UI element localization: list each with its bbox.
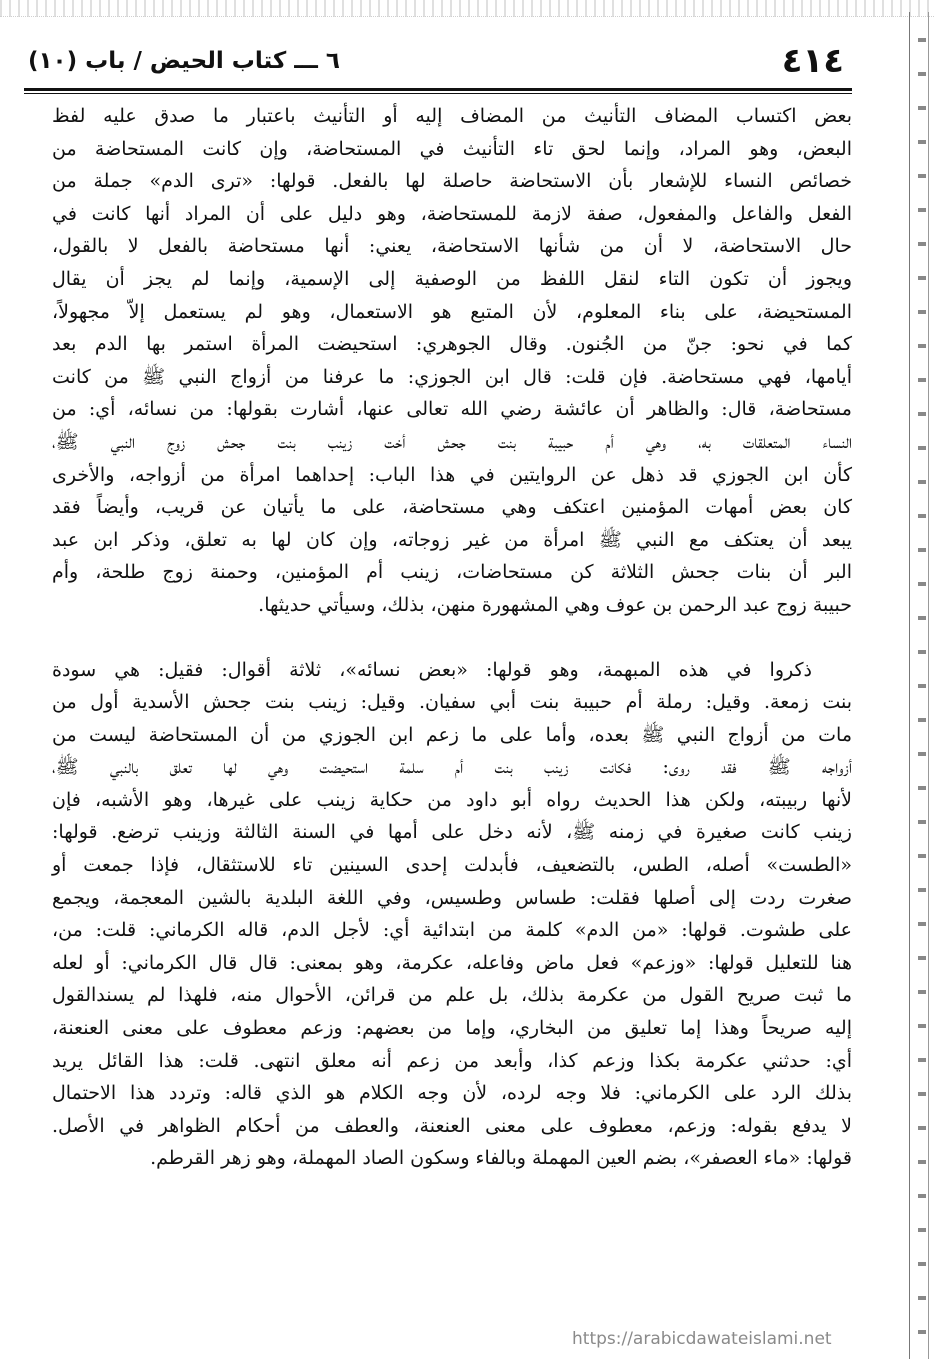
text-line: المستحيضة، على بناء المعلوم، لأن المتبع هو الاستعمال، وهو لم يستعمل إلاّ مجهولاً، [52,300,852,323]
text-line: أي: حدثني عكرمة بكذا وزعم كذا، وأبعد من زعم أنه معلق انتهى. قلت: هذا القائل يريد [52,1049,852,1072]
text-line: بنت زمعة. وقيل: رملة أم حبيبة بنت أبي سفيان. وقيل: زينب بنت جحش الأسدية أول من [52,691,852,714]
text-line: على طشوت. قولها: «من الدم» كلمة من ابتدائية أي: لأجل الدم، قاله الكرماني: قلت: من، [52,919,852,942]
text-line: كما في نحو: جنّ من الجُنون. وقال الجوهري: استحيضت المرأة استمر بها الدم بعد [52,333,852,356]
text-line: ذكروا في هذه المبهمة، وهو قولها: «بعض نسائه»، ثلاثة أقوال: فقيل: هي سودة [52,658,812,681]
text-line: يبعد أن يعتكف مع النبي ﷺ امرأة من غير زوجاته، وإن كان لها به تعلق، وذكر ابن عبد [52,528,852,551]
text-line: حبيبة زوج عبد الرحمن بن عوف وهي المشهورة منهن، بذلك، وسيأتي حديثها. [258,593,852,616]
text-line: البر أن بنات جحش الثلاثة كن مستحاضات، زينب أم المؤمنين، وحمنة زوج طلحة، وأم [52,561,852,584]
text-line: لا يدفع بقوله: وزعم، معطوف على معنى العنعنة، والعطف من أحكام الظواهر في الأصل. [52,1114,852,1137]
text-line: لأنها ربيبته، ولكن هذا الحديث رواه أبو داود من حكاية زينب على غيرها، وهو الأشبه، فإن [52,788,852,811]
paragraph-2 [52,654,852,1176]
side-border-ornament [909,12,934,1359]
text-line: ما ثبت صريح القول من عكرمة بذلك، بل علم من قرائن، الأحوال منه، فلهذا لم يسندالقول [52,984,852,1007]
text-line: قولها: «ماء العصفر»، بضم العين المهملة وبالفاء وسكون الصاد المهملة، وهو زهر القرطم. [150,1147,852,1170]
text-line: الفعل والفاعل والمفعول، صفة لازمة للمستحاضة، وهو دليل على أن المراد أنها كانت في [52,202,852,225]
text-line: البعض، وهو المراد، وإنما لحق تاء التأنيث في المستحاضة، وإن كانت المستحاضة من [52,137,852,160]
source-watermark: https://arabicdawateislami.net [568,1329,836,1349]
chapter-title: ٦ ـــ كتاب الحيض / باب (١٠) [28,48,340,74]
text-line: صغرت ردت إلى أصلها فقلت: طساس وطسيس، وفي اللغة البلدية بالشين المعجمة، ويجمع [52,886,852,909]
text-line: هنا للتعليل قولها: «وزعم» فعل ماض وفاعله، عكرمة، وهو بمعنى: قال قال الكرماني: أو لعله [52,951,852,974]
text-line: مستحاضة، قال: والظاهر أن عائشة رضي الله تعالى عنها، أشارت بقولها: من نسائه، أي: من [52,398,852,421]
text-line: ويجوز أن تكون التاء لنقل اللفظ من الوصفية إلى الإسمية، وإنما لم يجز أن يقال [52,267,852,290]
text-line: حال الاستحاضة، لا أن من شأنها الاستحاضة، يعني: أنها مستحاضة بالفعل لا بالقول، [52,235,852,258]
text-line: إليه صريحاً وهذا إما تعليق من البخاري، وإما من بعضهم: وزعم معطوف على معنى العنعنة، [52,1017,852,1040]
text-line: أزواجه ﷺ فقد روى: فكانت زينب بنت أم سلمة استحيضت وهي لها تعلق بالنبي ﷺ، [52,756,852,779]
text-line: «الطست» أصله، الطس، بالتضعيف، فأبدلت إحدى السينين تاء للاستثقال، فإذا جمعت أو [52,854,852,877]
text-line: زينب كانت صغيرة في زمنه ﷺ، لأنه دخل على أمها في السنة الثالثة وزينب ترضع. قولها: [52,821,852,844]
text-line: كأن ابن الجوزي قد ذهل عن الروايتين في هذا الباب: إحداهما امرأة من أزواجه، والأخرى [52,463,852,486]
text-line: بعض اكتساب المضاف التأنيث من المضاف إليه أو التأنيث باعتبار ما صدق عليه لفظ [52,105,852,127]
page-number: ٤١٤ [781,41,844,81]
header-rule [24,88,852,94]
text-line: النساء المتعلقات به، وهي أم حبيبة بنت جحش أخت زينب بنت جحش زوج النبي ﷺ، [52,430,852,453]
text-line: أيامها، فهي مستحاضة. فإن قلت: قال ابن الجوزي: ما عرفنا من أزواج النبي ﷺ من كانت [52,365,852,388]
text-line: بذلك الرد على الكرماني: فلا وجه لرده، لأن وجه الكلام هو الذي قاله: وتردد هذا الاحتمال [52,1082,852,1105]
page-body [52,100,852,1175]
running-header [28,38,844,84]
text-line: خصائص النساء للإشعار بأن الاستحاضة حاصلة لها بالفعل. قولها: «ترى الدم» جملة من [52,170,852,193]
text-line: مات من أزواج النبي ﷺ بعده، وأما على ما زعم ابن الجوزي من أن المستحاضة ليست من [52,723,852,746]
paragraph-1 [52,100,852,622]
text-line: كان بعض أمهات المؤمنين اعتكف وهي مستحاضة، على ما يأتيان عن قريب، وأيضاً فقد [52,496,852,519]
